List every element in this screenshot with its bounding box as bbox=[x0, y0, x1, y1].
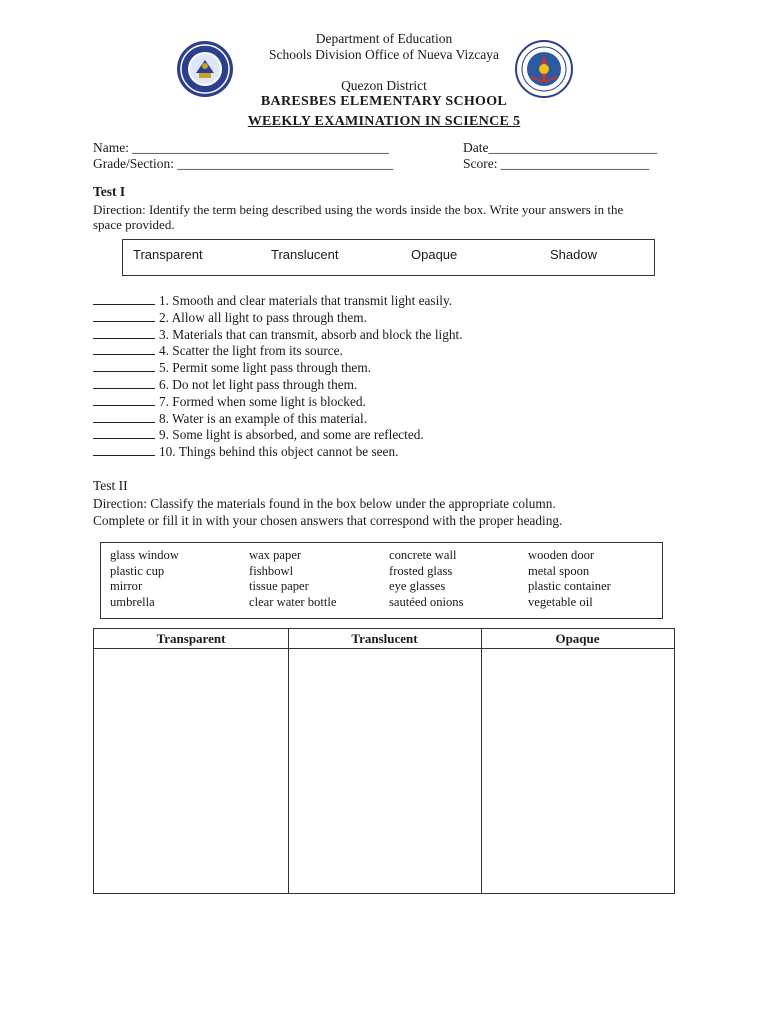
name-field[interactable]: Name: ______________________________________ bbox=[93, 140, 389, 155]
material-item: sautéed onions bbox=[389, 595, 464, 610]
item-text: 7. Formed when some light is blocked. bbox=[159, 393, 366, 409]
test2-title: Test II bbox=[93, 478, 128, 493]
school-name: BARESBES ELEMENTARY SCHOOL bbox=[260, 94, 508, 109]
choice-transparent: Transparent bbox=[133, 247, 203, 262]
column-divider bbox=[288, 629, 289, 893]
material-item: concrete wall bbox=[389, 548, 457, 562]
column-header-opaque: Opaque bbox=[555, 631, 600, 646]
item-text: 3. Materials that can transmit, absorb and block the light. bbox=[159, 326, 463, 342]
materials-box bbox=[100, 542, 663, 619]
test1-direction-line2: space provided. bbox=[93, 217, 175, 232]
choice-translucent: Translucent bbox=[271, 247, 339, 262]
list-item bbox=[93, 343, 463, 360]
materials-column-3 bbox=[389, 548, 464, 611]
department-label: Department of Education bbox=[315, 31, 453, 46]
answer-blank[interactable] bbox=[93, 377, 155, 389]
materials-column-1 bbox=[110, 548, 179, 611]
test1-items-list bbox=[93, 293, 463, 461]
date-field[interactable]: Date_________________________ bbox=[463, 140, 658, 155]
choice-opaque: Opaque bbox=[411, 247, 458, 262]
district-label: Quezon District bbox=[341, 78, 427, 93]
item-text: 9. Some light is absorbed, and some are reflected. bbox=[159, 427, 424, 443]
choice-shadow: Shadow bbox=[550, 247, 597, 262]
answer-blank[interactable] bbox=[93, 293, 155, 305]
material-item: frosted glass bbox=[389, 563, 453, 578]
grade-section-field[interactable]: Grade/Section: ________________________________ bbox=[93, 156, 394, 171]
material-item: eye glasses bbox=[389, 579, 446, 594]
list-item bbox=[93, 360, 463, 377]
material-item: umbrella bbox=[110, 595, 155, 610]
item-text: 8. Water is an example of this material. bbox=[159, 410, 368, 426]
item-text: 4. Scatter the light from its source. bbox=[159, 343, 343, 359]
item-text: 5. Permit some light pass through them. bbox=[159, 360, 371, 376]
test2-direction-line2: Complete or fill it in with your chosen answers that correspond with the proper heading. bbox=[93, 513, 563, 528]
material-item: wax paper bbox=[249, 548, 302, 562]
material-item: plastic cup bbox=[110, 563, 165, 578]
test2-direction-line1: Direction: Classify the materials found in the box below under the appropriate column. bbox=[93, 496, 556, 511]
answer-blank[interactable] bbox=[93, 310, 155, 322]
list-item bbox=[93, 293, 463, 310]
answer-blank[interactable] bbox=[93, 444, 155, 456]
list-item bbox=[93, 444, 463, 461]
item-text: 10. Things behind this object cannot be seen. bbox=[159, 444, 399, 460]
list-item bbox=[93, 377, 463, 394]
list-item bbox=[93, 427, 463, 444]
materials-column-2 bbox=[249, 548, 336, 611]
answer-blank[interactable] bbox=[93, 360, 155, 372]
material-item: vegetable oil bbox=[528, 595, 593, 610]
list-item bbox=[93, 411, 463, 428]
material-item: metal spoon bbox=[528, 563, 590, 578]
list-item bbox=[93, 394, 463, 411]
item-text: 1. Smooth and clear materials that transmit light easily. bbox=[159, 293, 453, 308]
classification-table bbox=[93, 628, 675, 894]
score-field[interactable]: Score: ______________________ bbox=[463, 156, 650, 171]
exam-title: WEEKLY EXAMINATION IN SCIENCE 5 bbox=[247, 114, 521, 129]
test1-title: Test I bbox=[93, 184, 126, 199]
list-item bbox=[93, 310, 463, 327]
word-choice-box bbox=[122, 239, 655, 276]
list-item bbox=[93, 327, 463, 344]
division-label: Schools Division Office of Nueva Vizcaya bbox=[268, 47, 499, 62]
answer-blank[interactable] bbox=[93, 427, 155, 439]
answer-blank[interactable] bbox=[93, 327, 155, 339]
material-item: plastic container bbox=[528, 579, 611, 594]
material-item: glass window bbox=[110, 548, 179, 562]
column-header-translucent: Translucent bbox=[351, 631, 418, 646]
material-item: mirror bbox=[110, 579, 143, 594]
material-item: wooden door bbox=[528, 548, 595, 562]
item-text: 6. Do not let light pass through them. bbox=[159, 376, 358, 392]
test1-direction-line1: Direction: Identify the term being described using the words inside the box. Write your answers in the bbox=[93, 202, 624, 217]
column-divider bbox=[481, 629, 482, 893]
answer-blank[interactable] bbox=[93, 411, 155, 423]
column-header-transparent: Transparent bbox=[156, 631, 226, 646]
materials-column-4 bbox=[528, 548, 611, 611]
material-item: tissue paper bbox=[249, 579, 309, 594]
item-text: 2. Allow all light to pass through them. bbox=[159, 309, 367, 325]
material-item: clear water bottle bbox=[249, 595, 337, 610]
answer-blank[interactable] bbox=[93, 394, 155, 406]
material-item: fishbowl bbox=[249, 563, 294, 578]
answer-blank[interactable] bbox=[93, 343, 155, 355]
